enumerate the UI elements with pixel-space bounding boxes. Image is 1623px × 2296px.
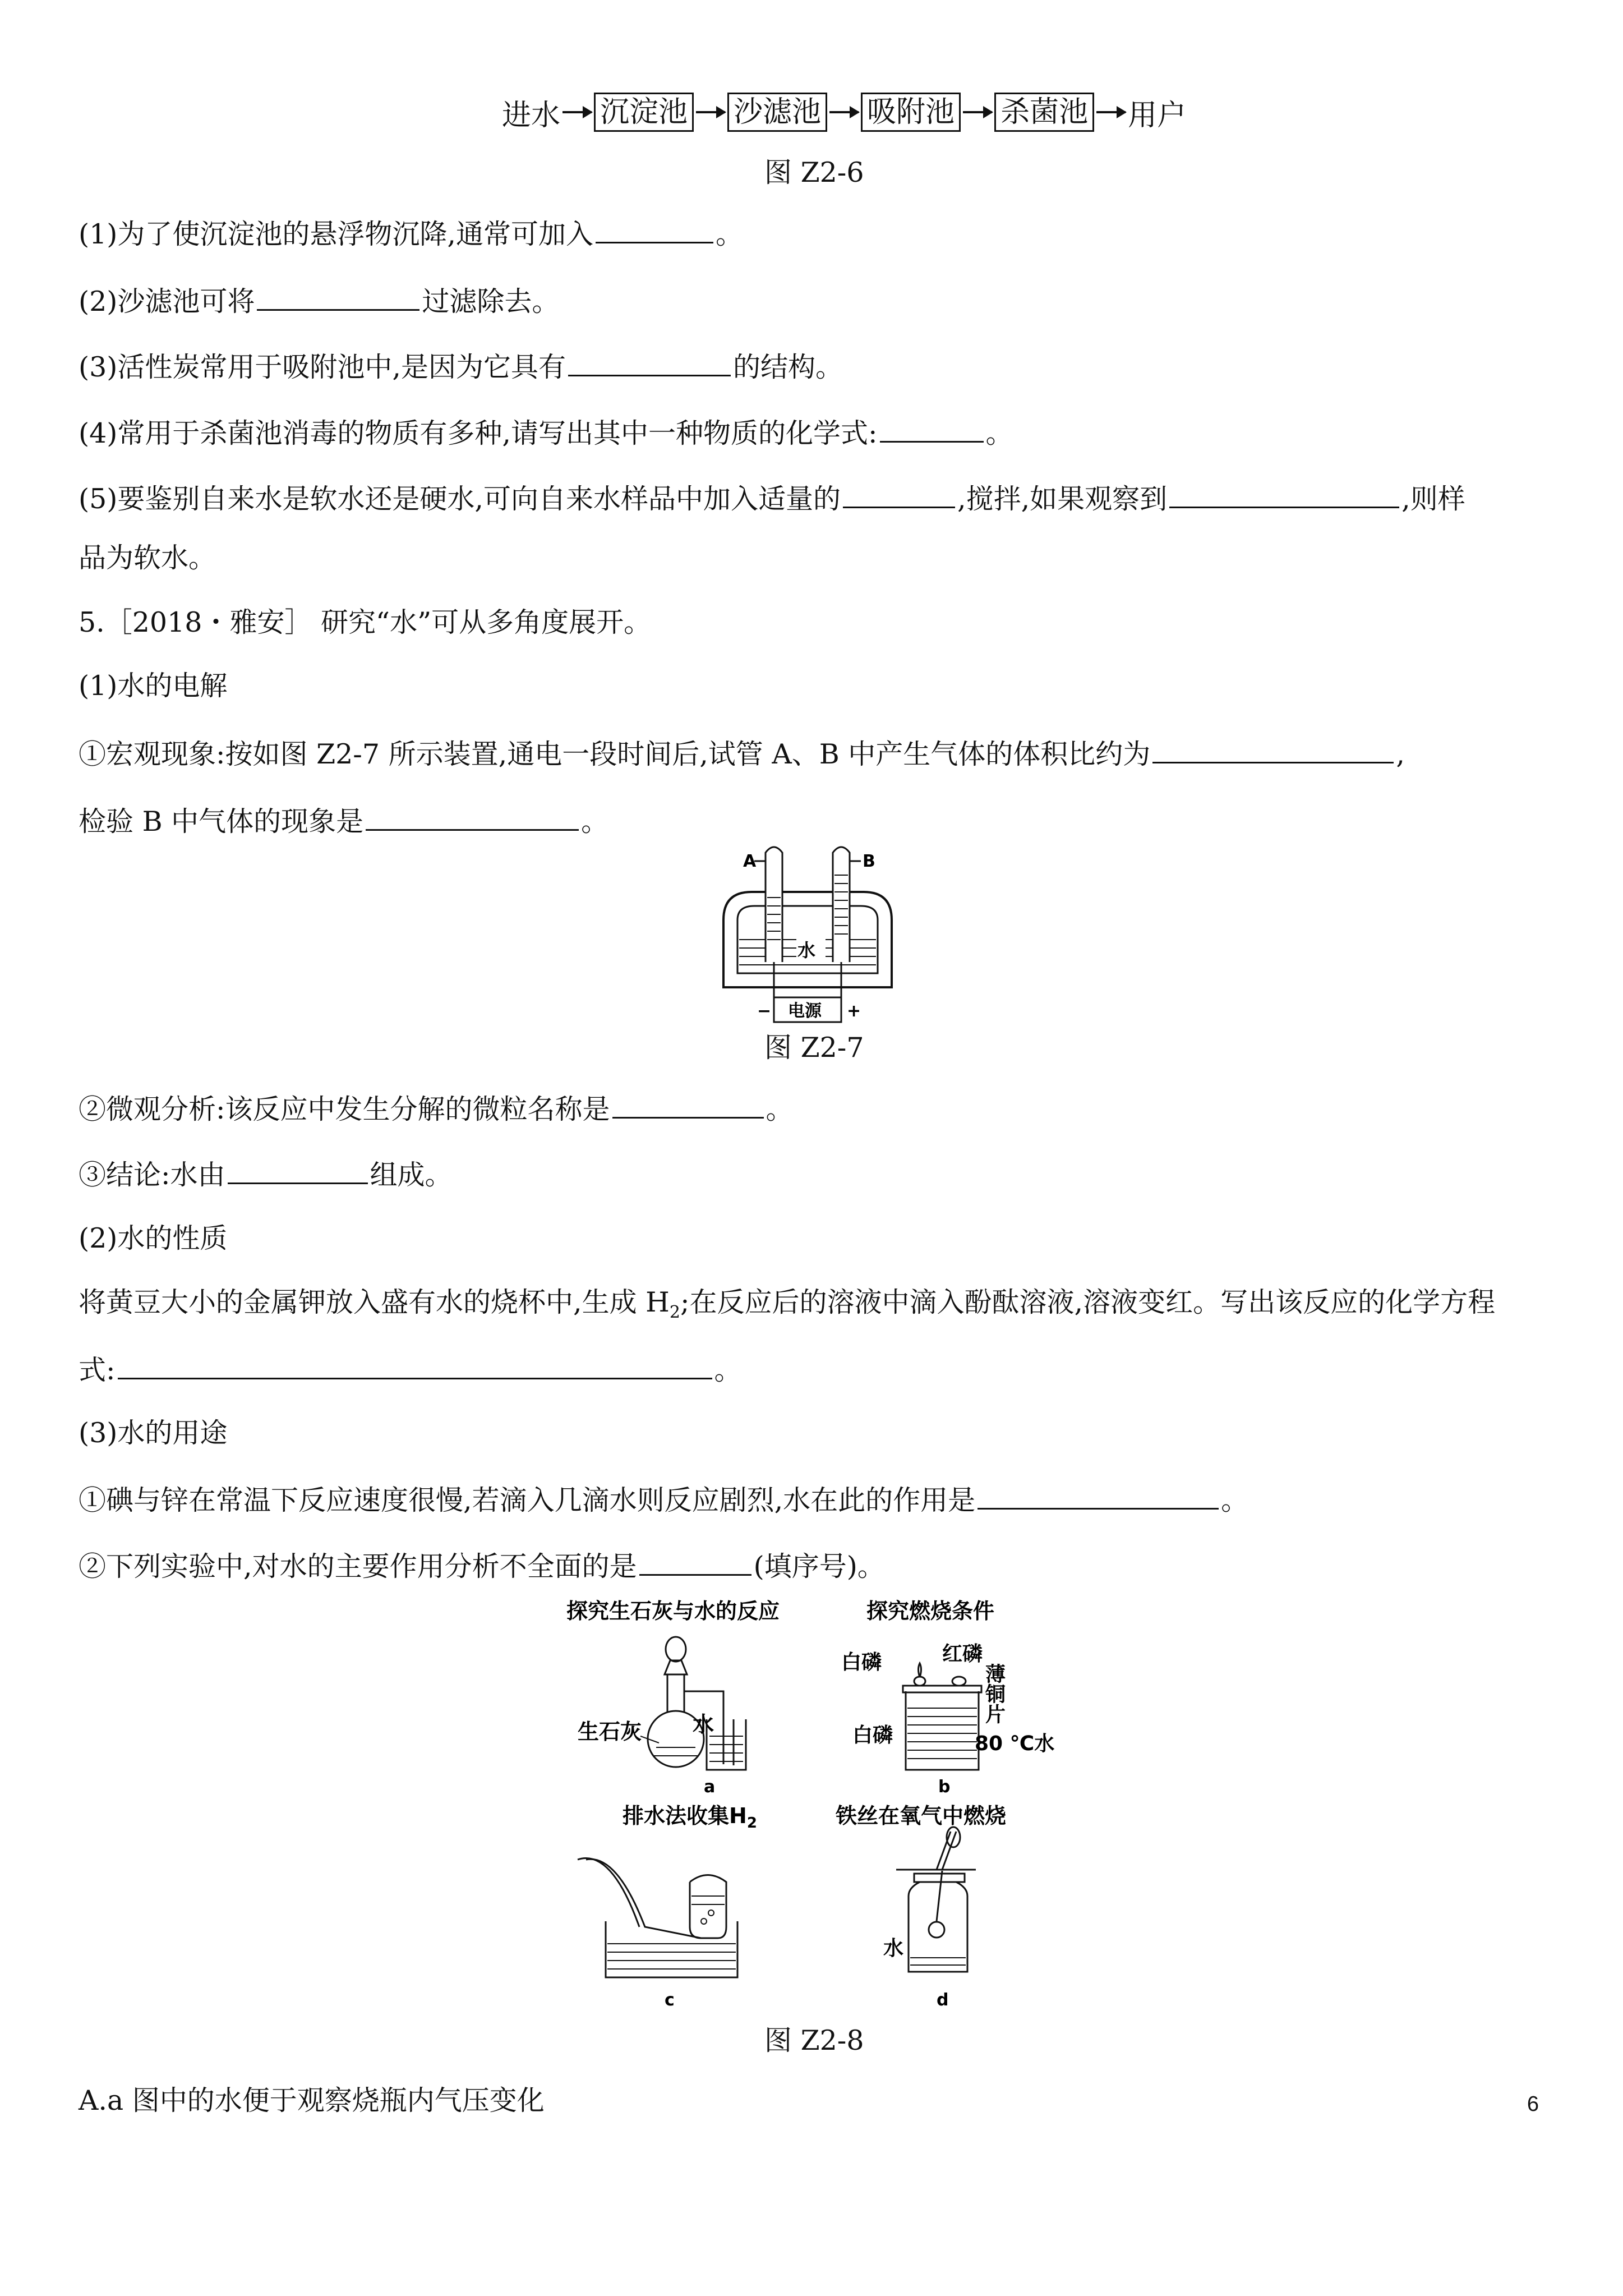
answer-blank[interactable] <box>978 1482 1219 1510</box>
flow-arrow <box>696 111 725 113</box>
plus-terminal: + <box>847 1001 861 1021</box>
question-part: ②微观分析:该反应中发生分解的微粒名称是 。 <box>79 1091 794 1126</box>
question-part: (4)常用于杀菌池消毒的物质有多种,请写出其中一种物质的化学式: 。 <box>79 415 1013 450</box>
answer-blank[interactable] <box>880 415 984 443</box>
water-label: 水 <box>797 940 816 961</box>
experiment-a-water-label: 水 <box>693 1712 714 1737</box>
answer-blank[interactable] <box>596 216 713 243</box>
hot-water-label: 80 ℃水 <box>975 1732 1055 1755</box>
section-heading: (2)水的性质 <box>79 1222 228 1254</box>
experiment-a-title: 探究生石灰与水的反应 <box>566 1599 780 1623</box>
flow-arrow <box>562 111 592 113</box>
experiment-d-title: 铁丝在氧气中燃烧 <box>836 1803 1007 1828</box>
quicklime-label: 生石灰 <box>578 1719 642 1744</box>
question-part: ①宏观现象:按如图 Z2-7 所示装置,通电一段时间后,试管 A、B 中产生气体的体积比约为 , <box>79 736 1405 771</box>
section-heading: (3)水的用途 <box>79 1417 228 1449</box>
question-part: (1)为了使沉淀池的悬浮物沉降,通常可加入 。 <box>79 216 743 251</box>
tube-b-label: B <box>863 852 875 871</box>
question-part: ②下列实验中,对水的主要作用分析不全面的是 (填序号)。 <box>79 1548 885 1584</box>
answer-blank[interactable] <box>1152 736 1394 763</box>
flow-step: 沉淀池 <box>594 93 694 132</box>
question-part: 将黄豆大小的金属钾放入盛有水的烧杯中,生成 $H_2$;在反应后的溶液中滴入酚酞溶液,溶液变红。写出该反应的化学方程 <box>79 1286 1496 1322</box>
experiment-b-title: 探究燃烧条件 <box>866 1599 995 1623</box>
tube-a-label: A <box>743 852 757 871</box>
answer-blank[interactable] <box>1169 481 1399 508</box>
answer-blank[interactable] <box>568 349 731 376</box>
experiments-figure <box>555 1590 1071 2022</box>
flow-step: 杀菌池 <box>994 93 1094 132</box>
flow-end: 用户 <box>1128 98 1187 132</box>
flow-step: 吸附池 <box>861 93 961 132</box>
question-part: ①碘与锌在常温下反应速度很慢,若滴入几滴水则反应剧烈,水在此的作用是 。 <box>79 1482 1248 1517</box>
experiment-a-label: a <box>704 1777 716 1797</box>
question-part: 式: 。 <box>79 1352 742 1387</box>
page-number: 6 <box>1527 2092 1539 2116</box>
minus-terminal: − <box>757 1001 772 1021</box>
question-part: (3)活性炭常用于吸附池中,是因为它具有 的结构。 <box>79 349 843 384</box>
answer-blank[interactable] <box>612 1091 764 1119</box>
experiment-b-label: b <box>938 1777 951 1797</box>
experiment-c-label: c <box>665 1990 675 2010</box>
water-treatment-flow <box>502 90 1186 135</box>
section-heading: (1)水的电解 <box>79 670 228 702</box>
question-part: (5)要鉴别自来水是软水还是硬水,可向自来水样品中加入适量的 ,搅拌,如果观察到 ,则样 <box>79 481 1465 516</box>
figure-caption: 图 Z2-8 <box>764 2024 864 2056</box>
question-part: ③结论:水由 组成。 <box>79 1157 453 1192</box>
answer-blank[interactable] <box>118 1352 712 1379</box>
white-phosphorus-label-top: 白磷 <box>841 1651 882 1674</box>
electrolysis-apparatus-figure <box>712 836 903 1027</box>
flow-arrow <box>963 111 992 113</box>
white-phosphorus-label-bottom: 白磷 <box>852 1724 893 1747</box>
flow-arrow <box>1096 111 1126 113</box>
power-supply-label: 电源 <box>788 1001 822 1021</box>
answer-blank[interactable] <box>639 1548 751 1576</box>
question-part: 检验 B 中气体的现象是 。 <box>79 803 608 839</box>
answer-blank[interactable] <box>228 1157 368 1184</box>
experiment-d-water-label: 水 <box>883 1937 904 1960</box>
answer-blank[interactable] <box>366 803 579 831</box>
option-a: A.a 图中的水便于观察烧瓶内气压变化 <box>79 2085 545 2116</box>
experiment-d-label: d <box>937 1990 949 2010</box>
flow-start: 进水 <box>502 98 561 132</box>
copper-plate-label: 薄铜片 <box>982 1663 1006 1724</box>
flow-step: 沙滤池 <box>727 93 827 132</box>
answer-blank[interactable] <box>257 283 419 311</box>
answer-blank[interactable] <box>843 481 955 508</box>
figure-caption: 图 Z2-7 <box>764 1032 864 1064</box>
question-part-continued: 品为软水。 <box>79 542 216 574</box>
experiment-c-title: 排水法收集$H_2$ <box>623 1803 757 1832</box>
question-part: (2)沙滤池可将 过滤除去。 <box>79 283 559 319</box>
figure-caption: 图 Z2-6 <box>764 157 864 188</box>
red-phosphorus-label: 红磷 <box>942 1642 983 1665</box>
question-header: 5.［2018・雅安］ 研究“水”可从多角度展开。 <box>79 606 652 638</box>
flow-arrow <box>829 111 859 113</box>
